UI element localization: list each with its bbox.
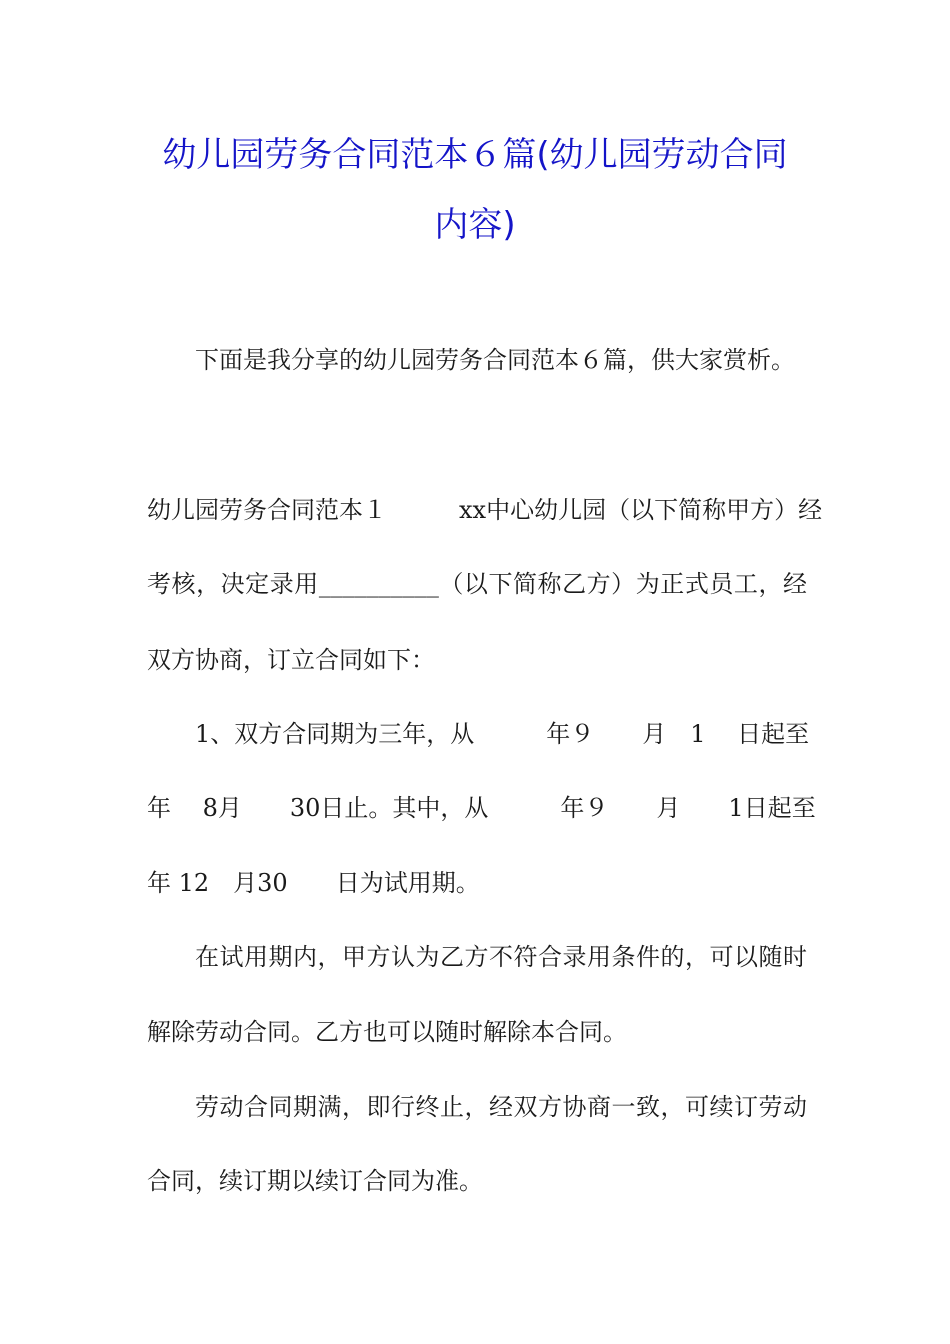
- body-line-3: 双方协商，订立合同如下：: [147, 646, 435, 674]
- clause-1-line-2: 年 8月 30日止。其中，从 年９ 月 1日起至: [147, 794, 816, 822]
- body-line-2: 考核，决定录用__________（以下简称乙方）为正式员工，经: [147, 570, 807, 598]
- intro-paragraph: 下面是我分享的幼儿园劳务合同范本６篇，供大家赏析。: [195, 346, 795, 374]
- renewal-paragraph-line-1: 劳动合同期满，即行终止，经双方协商一致，可续订劳动: [195, 1093, 807, 1121]
- document-title-line-1: 幼儿园劳务合同范本６篇(幼儿园劳动合同: [162, 135, 788, 175]
- renewal-paragraph-line-2: 合同，续订期以续订合同为准。: [147, 1167, 483, 1195]
- probation-paragraph-line-2: 解除劳动合同。乙方也可以随时解除本合同。: [147, 1018, 627, 1046]
- probation-paragraph-line-1: 在试用期内，甲方认为乙方不符合录用条件的，可以随时: [195, 943, 807, 971]
- clause-1-line-1: 1、双方合同期为三年，从 年９ 月 1 日起至: [195, 720, 810, 748]
- clause-1-line-3: 年 12 月30 日为试用期。: [147, 869, 480, 897]
- document-title-line-2: 内容): [434, 205, 516, 245]
- body-line-1: 幼儿园劳务合同范本１ xx中心幼儿园（以下简称甲方）经: [147, 496, 823, 524]
